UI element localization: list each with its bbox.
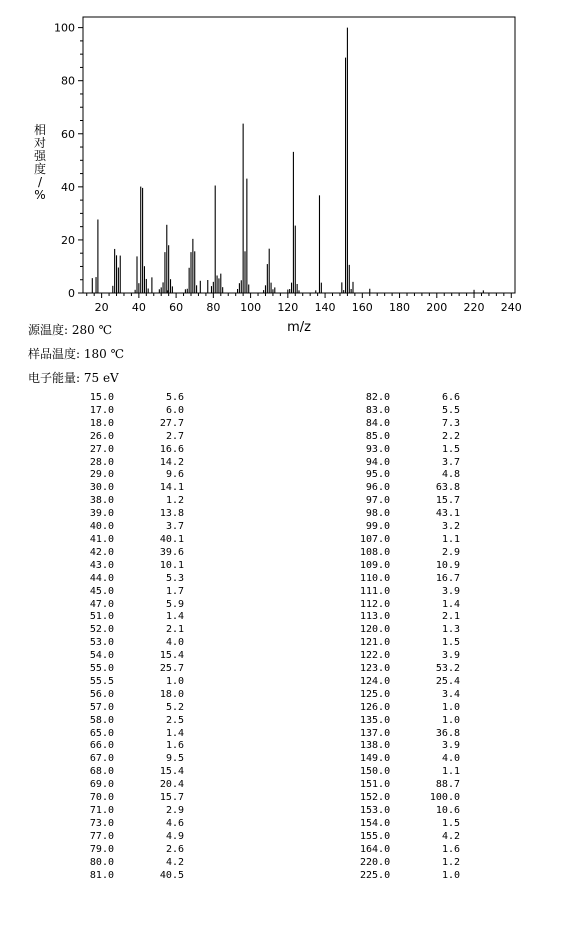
peak-mz: 220.0 <box>360 856 391 868</box>
peak-mz: 84.0 <box>365 417 390 429</box>
peak-intensity: 4.2 <box>441 830 460 842</box>
y-axis-label <box>34 122 47 202</box>
peak-mz: 77.0 <box>89 830 114 842</box>
y-axis-label-char: 强 <box>33 149 47 163</box>
y-tick-label: 80 <box>61 74 75 88</box>
peak-row <box>360 818 460 831</box>
peak-mz: 94.0 <box>365 456 390 468</box>
peak-intensity: 40.1 <box>159 533 184 545</box>
peak-intensity: 15.4 <box>159 650 184 662</box>
mass-spectrum-chart <box>0 0 570 340</box>
peak-intensity: 1.1 <box>441 766 460 778</box>
peak-mz: 73.0 <box>89 817 114 829</box>
peak-mz: 65.0 <box>89 727 114 739</box>
peak-row <box>84 418 184 431</box>
peak-row <box>84 469 184 482</box>
peak-mz: 135.0 <box>360 714 391 726</box>
peak-intensity: 1.5 <box>441 817 460 829</box>
peak-row <box>360 637 460 650</box>
peak-row <box>360 676 460 689</box>
peak-bars <box>92 28 483 293</box>
peak-intensity: 2.1 <box>441 611 460 623</box>
peak-row <box>360 599 460 612</box>
peak-mz: 53.0 <box>89 637 114 649</box>
peak-mz: 113.0 <box>360 611 391 623</box>
peak-mz: 57.0 <box>89 701 114 713</box>
peak-intensity: 6.0 <box>165 404 184 416</box>
peak-row <box>360 805 460 818</box>
peak-intensity: 5.5 <box>441 404 460 416</box>
peak-row <box>84 624 184 637</box>
peak-row <box>360 792 460 805</box>
peak-mz: 151.0 <box>360 779 391 791</box>
peak-row <box>84 779 184 792</box>
peak-intensity: 9.6 <box>165 469 184 481</box>
peak-mz: 154.0 <box>360 817 391 829</box>
peak-intensity: 1.4 <box>165 727 184 739</box>
peak-row <box>360 650 460 663</box>
peak-intensity: 5.2 <box>165 701 184 713</box>
peak-mz: 17.0 <box>89 404 114 416</box>
peak-mz: 125.0 <box>360 688 391 700</box>
peak-row <box>360 663 460 676</box>
peak-mz: 120.0 <box>360 624 391 636</box>
peak-intensity: 27.7 <box>159 417 184 429</box>
y-axis <box>54 22 83 300</box>
peak-intensity: 2.9 <box>441 546 460 558</box>
peak-mz: 95.0 <box>365 469 390 481</box>
peak-intensity: 3.7 <box>165 521 184 533</box>
peak-mz: 111.0 <box>360 585 391 597</box>
peak-mz: 47.0 <box>89 598 114 610</box>
peak-row <box>360 573 460 586</box>
peak-row <box>84 521 184 534</box>
x-tick-label: 40 <box>131 301 146 314</box>
peak-intensity: 6.6 <box>441 392 460 403</box>
peak-intensity: 14.2 <box>159 456 184 468</box>
peak-row <box>360 469 460 482</box>
peak-mz: 58.0 <box>89 714 114 726</box>
peak-row <box>84 650 184 663</box>
peak-row <box>360 431 460 444</box>
peak-intensity: 4.8 <box>441 469 460 481</box>
peak-row <box>84 676 184 689</box>
peak-intensity: 2.1 <box>165 624 184 636</box>
peak-row <box>360 702 460 715</box>
peak-mz: 96.0 <box>365 482 390 494</box>
peak-row <box>84 831 184 844</box>
peak-row <box>360 740 460 753</box>
peak-intensity: 1.2 <box>441 856 460 868</box>
peak-row <box>84 457 184 470</box>
peak-row <box>84 740 184 753</box>
peak-row <box>360 689 460 702</box>
peak-intensity: 25.7 <box>159 663 184 675</box>
peak-row <box>360 534 460 547</box>
peak-intensity: 5.9 <box>165 598 184 610</box>
peak-row <box>84 844 184 857</box>
peak-mz: 56.0 <box>89 688 114 700</box>
peak-mz: 71.0 <box>89 805 114 816</box>
sample-temperature: 样品温度: 180 ℃ <box>28 347 125 361</box>
peak-mz: 80.0 <box>89 856 114 868</box>
peak-row <box>360 728 460 741</box>
peak-intensity: 3.9 <box>441 650 460 662</box>
x-tick-label: 160 <box>351 301 373 314</box>
peak-mz: 43.0 <box>89 559 114 571</box>
peak-row <box>84 444 184 457</box>
peak-intensity: 2.7 <box>165 430 184 442</box>
peak-row <box>360 482 460 495</box>
y-axis-label-char: 度 <box>33 162 47 176</box>
y-tick-label: 0 <box>68 287 75 300</box>
electron-energy: 电子能量: 75 eV <box>28 371 119 385</box>
peak-intensity: 7.3 <box>441 417 460 429</box>
peak-row <box>84 573 184 586</box>
peak-row <box>84 431 184 444</box>
peak-intensity: 53.2 <box>435 663 460 675</box>
peak-mz: 97.0 <box>365 495 390 507</box>
peak-intensity: 10.6 <box>435 805 460 816</box>
peak-intensity: 1.4 <box>441 598 460 610</box>
peak-intensity: 43.1 <box>435 508 460 520</box>
x-tick-label: 140 <box>314 301 336 314</box>
peak-mz: 41.0 <box>89 533 114 545</box>
peak-intensity: 63.8 <box>435 482 460 494</box>
peak-intensity: 16.7 <box>435 572 460 584</box>
peak-mz: 38.0 <box>89 495 114 507</box>
peak-row <box>360 779 460 792</box>
peak-mz: 81.0 <box>89 869 114 881</box>
peak-row <box>84 702 184 715</box>
peak-mz: 69.0 <box>89 779 114 791</box>
peak-intensity: 3.9 <box>441 740 460 752</box>
peak-mz: 40.0 <box>89 521 114 533</box>
peak-intensity: 1.3 <box>441 624 460 636</box>
peak-row <box>84 805 184 818</box>
peak-intensity: 1.6 <box>441 843 460 855</box>
peak-intensity: 4.9 <box>165 830 184 842</box>
peak-row <box>84 508 184 521</box>
peak-row <box>84 637 184 650</box>
y-axis-label-char: % <box>34 188 46 202</box>
peak-intensity: 1.0 <box>165 675 184 687</box>
y-tick-label: 20 <box>61 233 75 247</box>
y-tick-label: 60 <box>61 127 75 141</box>
peak-intensity: 100.0 <box>429 792 460 804</box>
peak-mz: 93.0 <box>365 443 390 455</box>
peak-row <box>360 444 460 457</box>
peak-row <box>84 534 184 547</box>
peak-row <box>360 508 460 521</box>
peak-intensity: 13.8 <box>159 508 184 520</box>
peak-row <box>84 586 184 599</box>
peak-mz: 121.0 <box>360 637 391 649</box>
peak-row <box>84 753 184 766</box>
peak-intensity: 15.4 <box>159 766 184 778</box>
peak-mz: 123.0 <box>360 663 391 675</box>
peak-intensity: 1.5 <box>441 637 460 649</box>
peak-mz: 85.0 <box>365 430 390 442</box>
peak-mz: 67.0 <box>89 753 114 765</box>
peak-row <box>84 689 184 702</box>
x-axis <box>87 293 522 314</box>
peak-mz: 45.0 <box>89 585 114 597</box>
peak-row <box>360 624 460 637</box>
peak-mz: 55.0 <box>89 663 114 675</box>
peak-mz: 110.0 <box>360 572 391 584</box>
peak-mz: 26.0 <box>89 430 114 442</box>
peak-intensity: 3.2 <box>441 521 460 533</box>
peak-intensity: 3.7 <box>441 456 460 468</box>
peak-intensity: 9.5 <box>165 753 184 765</box>
peak-row <box>84 728 184 741</box>
y-tick-label: 100 <box>54 21 75 35</box>
peak-mz: 30.0 <box>89 482 114 494</box>
peak-mz: 82.0 <box>365 392 390 403</box>
peak-mz: 153.0 <box>360 805 391 816</box>
peak-row <box>360 405 460 418</box>
peak-mz: 52.0 <box>89 624 114 636</box>
peak-intensity: 4.0 <box>441 753 460 765</box>
peak-row <box>84 715 184 728</box>
x-tick-label: 200 <box>426 301 448 314</box>
peak-mz: 152.0 <box>360 792 391 804</box>
peak-row <box>360 870 460 883</box>
peak-mz: 29.0 <box>89 469 114 481</box>
peak-intensity: 5.3 <box>165 572 184 584</box>
peak-row <box>360 857 460 870</box>
peak-mz: 66.0 <box>89 740 114 752</box>
peak-intensity: 1.7 <box>165 585 184 597</box>
peak-mz: 225.0 <box>360 869 391 881</box>
peak-intensity: 1.1 <box>441 533 460 545</box>
peak-mz: 108.0 <box>360 546 391 558</box>
peak-row <box>84 560 184 573</box>
peak-row <box>84 392 184 405</box>
y-axis-label-char: / <box>37 175 43 189</box>
peak-intensity: 4.6 <box>165 817 184 829</box>
peak-intensity: 1.4 <box>165 611 184 623</box>
peak-mz: 137.0 <box>360 727 391 739</box>
peak-mz: 138.0 <box>360 740 391 752</box>
peak-intensity: 2.2 <box>441 430 460 442</box>
x-tick-label: 220 <box>463 301 485 314</box>
peak-mz: 112.0 <box>360 598 391 610</box>
x-tick-label: 60 <box>169 301 184 314</box>
peak-mz: 44.0 <box>89 572 114 584</box>
peak-intensity: 3.4 <box>441 688 460 700</box>
peak-intensity: 1.6 <box>165 740 184 752</box>
x-tick-label: 120 <box>277 301 299 314</box>
peak-row <box>360 831 460 844</box>
plot-frame <box>83 17 515 293</box>
peak-intensity: 5.6 <box>165 392 184 403</box>
peak-intensity: 4.2 <box>165 856 184 868</box>
peak-row <box>360 495 460 508</box>
peak-intensity: 40.5 <box>159 869 184 881</box>
peak-mz: 54.0 <box>89 650 114 662</box>
peak-intensity: 20.4 <box>159 779 184 791</box>
peak-row <box>360 766 460 779</box>
peak-intensity: 10.1 <box>159 559 184 571</box>
peak-intensity: 10.9 <box>435 559 460 571</box>
peak-intensity: 2.9 <box>165 805 184 816</box>
peak-row <box>360 547 460 560</box>
peak-mz: 107.0 <box>360 533 391 545</box>
peak-row <box>84 766 184 779</box>
peak-row <box>360 844 460 857</box>
peak-intensity: 1.2 <box>165 495 184 507</box>
peak-mz: 39.0 <box>89 508 114 520</box>
peak-row <box>84 495 184 508</box>
peak-mz: 155.0 <box>360 830 391 842</box>
peak-row <box>84 663 184 676</box>
peak-table-left <box>84 392 184 882</box>
peak-row <box>84 792 184 805</box>
peak-mz: 150.0 <box>360 766 391 778</box>
peak-mz: 79.0 <box>89 843 114 855</box>
peak-intensity: 39.6 <box>159 546 184 558</box>
peak-intensity: 2.5 <box>165 714 184 726</box>
peak-row <box>84 482 184 495</box>
peak-intensity: 3.9 <box>441 585 460 597</box>
peak-intensity: 1.0 <box>441 701 460 713</box>
source-temperature: 源温度: 280 ℃ <box>28 323 113 337</box>
peak-row <box>360 586 460 599</box>
peak-intensity: 15.7 <box>159 792 184 804</box>
peak-table-right <box>360 392 460 882</box>
peak-mz: 70.0 <box>89 792 114 804</box>
peak-intensity: 18.0 <box>159 688 184 700</box>
peak-mz: 109.0 <box>360 559 391 571</box>
peak-mz: 83.0 <box>365 404 390 416</box>
x-tick-label: 20 <box>94 301 109 314</box>
peak-intensity: 4.0 <box>165 637 184 649</box>
peak-mz: 27.0 <box>89 443 114 455</box>
peak-row <box>84 818 184 831</box>
peak-intensity: 1.0 <box>441 714 460 726</box>
peak-mz: 68.0 <box>89 766 114 778</box>
peak-intensity: 2.6 <box>165 843 184 855</box>
peak-intensity: 1.0 <box>441 869 460 881</box>
peak-intensity: 1.5 <box>441 443 460 455</box>
peak-row <box>84 870 184 883</box>
peak-mz: 51.0 <box>89 611 114 623</box>
x-axis-label: m/z <box>287 320 311 335</box>
peak-intensity: 25.4 <box>435 675 460 687</box>
y-axis-label-char: 相 <box>33 123 47 137</box>
peak-intensity: 88.7 <box>435 779 460 791</box>
peak-intensity: 36.8 <box>435 727 460 739</box>
peak-row <box>360 392 460 405</box>
x-tick-label: 180 <box>389 301 411 314</box>
peak-mz: 122.0 <box>360 650 391 662</box>
peak-mz: 126.0 <box>360 701 391 713</box>
y-axis-label-char: 对 <box>33 136 47 150</box>
peak-mz: 124.0 <box>360 675 391 687</box>
peak-mz: 149.0 <box>360 753 391 765</box>
peak-mz: 42.0 <box>89 546 114 558</box>
peak-row <box>84 599 184 612</box>
x-tick-label: 100 <box>240 301 262 314</box>
peak-mz: 55.5 <box>89 675 114 687</box>
peak-row <box>84 857 184 870</box>
peak-row <box>360 418 460 431</box>
peak-intensity: 14.1 <box>159 482 184 494</box>
x-tick-label: 80 <box>206 301 221 314</box>
peak-mz: 98.0 <box>365 508 390 520</box>
x-tick-label: 240 <box>500 301 522 314</box>
peak-row <box>84 405 184 418</box>
peak-intensity: 15.7 <box>435 495 460 507</box>
peak-mz: 99.0 <box>365 521 390 533</box>
peak-row <box>360 457 460 470</box>
peak-row <box>360 560 460 573</box>
peak-mz: 15.0 <box>89 392 114 403</box>
peak-row <box>360 753 460 766</box>
peak-mz: 164.0 <box>360 843 391 855</box>
peak-row <box>360 611 460 624</box>
y-tick-label: 40 <box>61 180 75 194</box>
peak-row <box>84 547 184 560</box>
peak-row <box>360 715 460 728</box>
peak-mz: 18.0 <box>89 417 114 429</box>
peak-row <box>84 611 184 624</box>
peak-mz: 28.0 <box>89 456 114 468</box>
peak-intensity: 16.6 <box>159 443 184 455</box>
peak-row <box>360 521 460 534</box>
